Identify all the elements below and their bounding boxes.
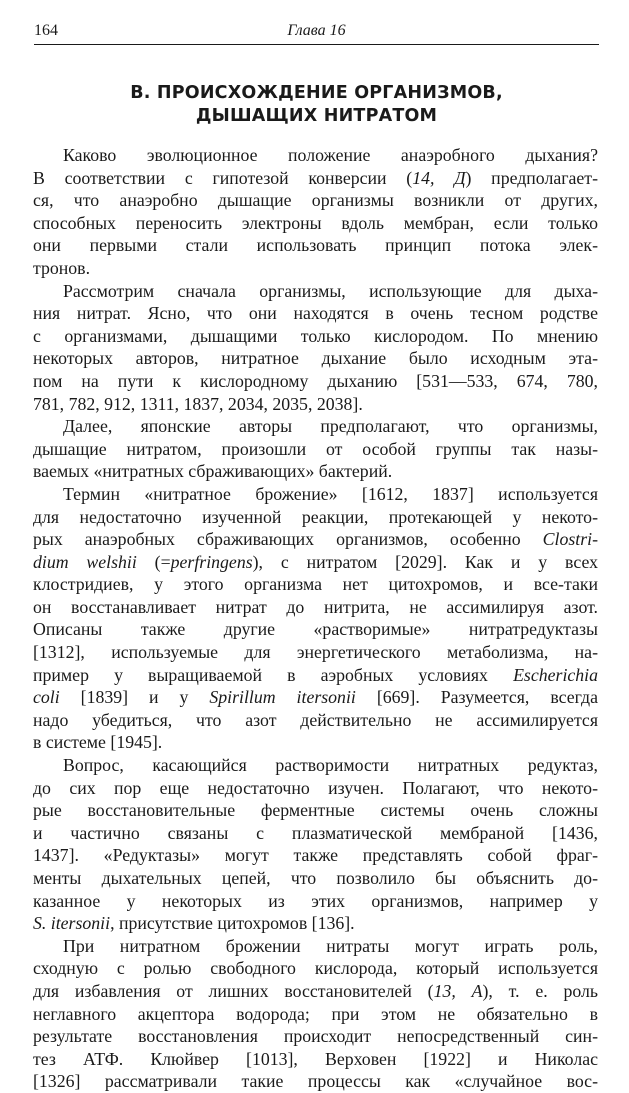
text-run: пом на пути к кислородному дыханию [531—533, 674, 780, bbox=[33, 370, 598, 391]
text-line bbox=[33, 709, 598, 732]
text-line bbox=[33, 189, 598, 212]
text-line bbox=[33, 370, 598, 393]
text-run: способных переносить электроны вдоль мембран, если только bbox=[33, 212, 598, 233]
text-run: надо убедиться, что азот действительно не ассимилируется bbox=[33, 709, 598, 730]
italic-text: 14, Д bbox=[412, 167, 466, 188]
text-run: ния нитрат. Ясно, что они находятся в очень тесном родстве bbox=[33, 303, 598, 324]
section-heading-line: В. ПРОИСХОЖДЕНИЕ ОРГАНИЗМОВ, bbox=[130, 83, 503, 103]
text-line bbox=[33, 844, 598, 867]
text-run: некоторых авторов, нитратное дыхание было исходным эта- bbox=[33, 348, 598, 369]
text-run: он восстанавливает нитрат до нитрита, не ассимилируя азот. bbox=[33, 596, 598, 617]
text-line bbox=[33, 551, 598, 574]
text-line bbox=[33, 167, 598, 190]
text-line bbox=[33, 415, 598, 438]
text-line bbox=[33, 867, 598, 890]
text-run: 1437]. «Редуктазы» могут также представлять собой фраг- bbox=[33, 845, 598, 866]
text-run: (= bbox=[136, 551, 171, 572]
text-run: ), с нитратом [2029]. Как и у всех bbox=[252, 551, 598, 572]
text-run: для избавления от лишних восстановителей ( bbox=[33, 980, 434, 1001]
text-run: в системе [1945]. bbox=[33, 732, 163, 753]
text-line bbox=[33, 980, 598, 1003]
section-heading bbox=[34, 82, 599, 128]
text-run: Каково эволюционное положение анаэробного дыхания? bbox=[63, 145, 598, 165]
text-line bbox=[33, 144, 598, 167]
text-run: рые восстановительные ферментные системы очень сложны bbox=[33, 800, 598, 821]
body-text bbox=[33, 144, 598, 1093]
italic-text: S. itersonii bbox=[33, 913, 111, 934]
text-run: для недостаточно изученной реакции, протекающей у некото- bbox=[33, 506, 598, 527]
text-line bbox=[33, 212, 598, 235]
text-line bbox=[33, 347, 598, 370]
text-line bbox=[33, 1025, 598, 1048]
italic-text: Clostri- bbox=[542, 529, 598, 550]
text-line bbox=[33, 935, 598, 958]
text-line bbox=[33, 234, 598, 257]
text-line bbox=[33, 618, 598, 641]
running-header bbox=[34, 22, 599, 45]
text-run: менты дыхательных цепей, что позволило бы объяснить до- bbox=[33, 868, 598, 888]
text-run: до сих пор еще недостаточно изучен. Полагают, что некото- bbox=[33, 777, 598, 798]
text-line bbox=[33, 1048, 598, 1071]
text-run: ) предполагает- bbox=[465, 167, 599, 188]
paragraph bbox=[33, 415, 598, 483]
text-run: тронов. bbox=[33, 257, 91, 278]
text-run: клостридиев, у этого организма нет цитохромов, и все-таки bbox=[33, 574, 598, 595]
paragraph bbox=[33, 280, 598, 416]
text-run: результате восстановления происходит непосредственный син- bbox=[33, 1026, 598, 1047]
text-line bbox=[33, 957, 598, 980]
text-run: они первыми стали использовать принцип потока элек- bbox=[33, 235, 598, 256]
text-line bbox=[33, 822, 598, 845]
text-run: сходную с ролью свободного кислорода, который используется bbox=[33, 958, 598, 979]
section-heading-line: ДЫШАЩИХ НИТРАТОМ bbox=[195, 106, 438, 126]
text-line bbox=[33, 257, 598, 280]
text-line bbox=[33, 777, 598, 800]
text-line bbox=[33, 596, 598, 619]
text-run: ), т. е. роль bbox=[482, 980, 598, 1001]
text-line bbox=[33, 460, 598, 483]
italic-text: Escherichia bbox=[513, 664, 598, 685]
text-run: [1326] рассматривали такие процессы как «случайное вос- bbox=[33, 1071, 598, 1092]
italic-text: Spirillum itersonii bbox=[209, 687, 356, 708]
text-line bbox=[33, 890, 598, 913]
paragraph bbox=[33, 144, 598, 280]
italic-text: dium welshii bbox=[33, 551, 137, 572]
text-line bbox=[33, 912, 598, 935]
paragraph bbox=[33, 754, 598, 935]
text-run: В соответствии с гипотезой конверсии ( bbox=[33, 167, 413, 188]
text-run: и частично связаны с плазматической мембраной [1436, bbox=[33, 822, 598, 843]
text-run: Описаны также другие «растворимые» нитратредуктазы bbox=[33, 619, 598, 640]
text-line bbox=[33, 664, 598, 687]
italic-text: 13, A bbox=[433, 980, 483, 1001]
text-line bbox=[33, 302, 598, 325]
text-line bbox=[33, 528, 598, 551]
text-line bbox=[33, 686, 598, 709]
text-line bbox=[33, 754, 598, 777]
text-run: с организмами, дышащими только кислородом. По мнению bbox=[33, 325, 598, 346]
text-run: Вопрос, касающийся растворимости нитратных редуктаз, bbox=[63, 755, 598, 776]
text-run: Рассмотрим сначала организмы, использующие для дыха- bbox=[63, 280, 598, 301]
text-line bbox=[33, 506, 598, 529]
italic-text: perfringens bbox=[170, 551, 253, 572]
text-run: дышащие нитратом, произошли от особой группы так назы- bbox=[33, 438, 598, 459]
text-line bbox=[33, 731, 598, 754]
text-run: ваемых «нитратных сбраживающих» бактерий. bbox=[33, 461, 393, 482]
text-run: 781, 782, 912, 1311, 1837, 2034, 2035, 2038]. bbox=[33, 393, 363, 414]
text-run: казанное у некоторых из этих организмов, например у bbox=[33, 890, 598, 911]
text-run: [1312], используемые для энергетического метаболизма, на- bbox=[33, 642, 598, 663]
text-line bbox=[33, 325, 598, 348]
text-run: неглавного акцептора водорода; при этом не обязательно в bbox=[33, 1003, 598, 1024]
text-line bbox=[33, 641, 598, 664]
text-run: тез АТФ. Клюйвер [1013], Верховен [1922] и Николас bbox=[33, 1048, 598, 1069]
text-run: При нитратном брожении нитраты могут играть роль, bbox=[63, 935, 598, 956]
text-line bbox=[33, 799, 598, 822]
text-run: [669]. Разумеется, всегда bbox=[355, 687, 598, 708]
text-run: Далее, японские авторы предполагают, что организмы, bbox=[63, 416, 598, 437]
paragraph bbox=[33, 935, 598, 1093]
italic-text: coli bbox=[33, 687, 60, 708]
paragraph bbox=[33, 483, 598, 754]
page-number: 164 bbox=[34, 22, 58, 39]
text-run: [1839] и у bbox=[59, 687, 210, 708]
text-line bbox=[33, 483, 598, 506]
text-line bbox=[33, 1003, 598, 1026]
text-run: пример у выращиваемой в аэробных условиях bbox=[33, 664, 514, 685]
text-run: ся, что анаэробно дышащие организмы возникли от других, bbox=[33, 190, 598, 211]
text-line bbox=[33, 280, 598, 303]
text-line bbox=[33, 438, 598, 461]
text-run: рых анаэробных сбраживающих организмов, особенно bbox=[33, 529, 543, 550]
text-line bbox=[33, 393, 598, 416]
chapter-label: Глава 16 bbox=[287, 22, 346, 39]
text-run: , присутствие цитохромов [136]. bbox=[110, 913, 355, 934]
text-run: Термин «нитратное брожение» [1612, 1837] используется bbox=[63, 483, 598, 504]
text-line bbox=[33, 1070, 598, 1093]
text-line bbox=[33, 573, 598, 596]
